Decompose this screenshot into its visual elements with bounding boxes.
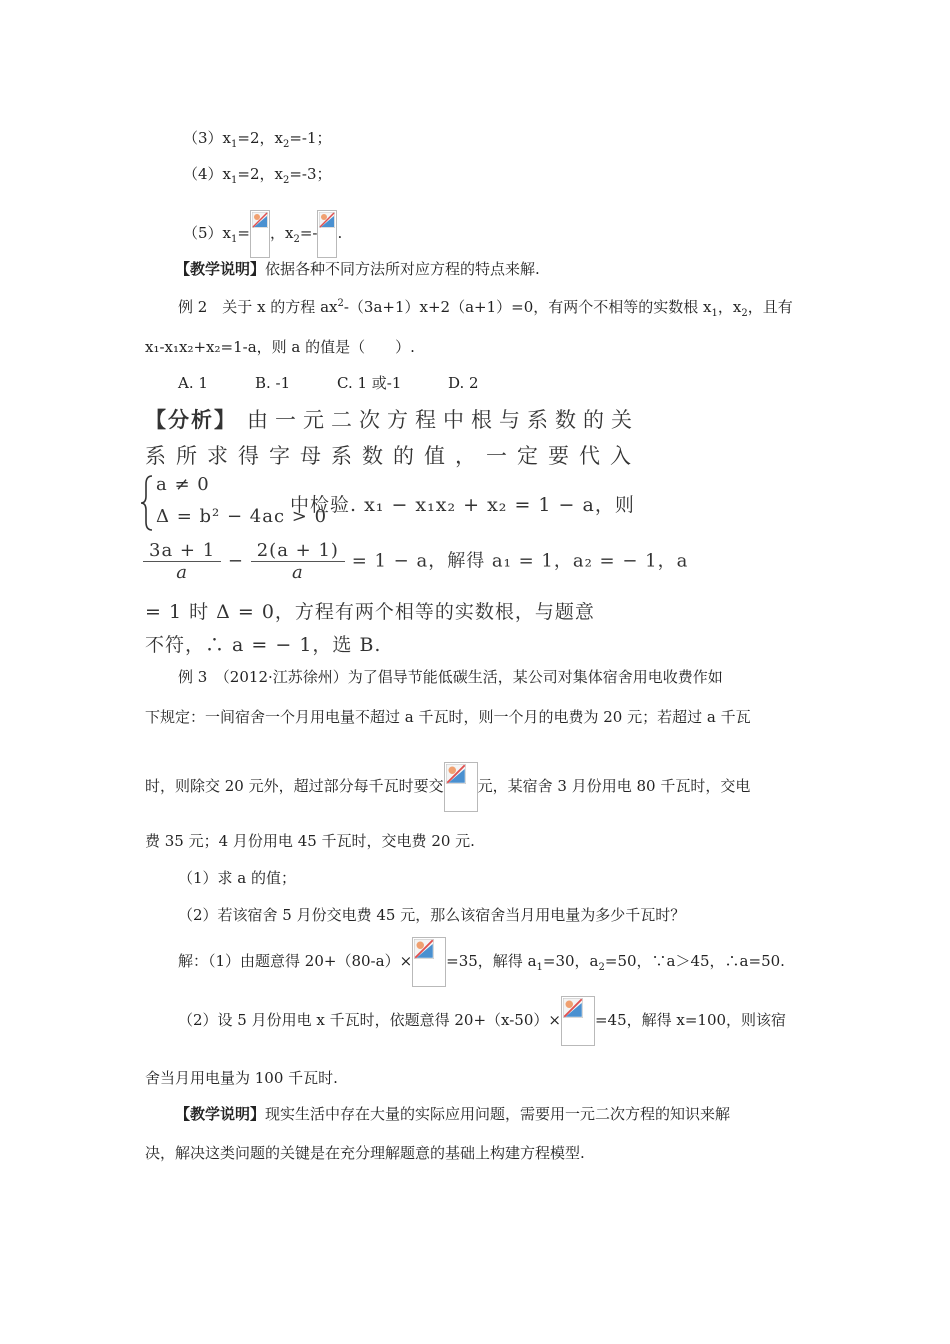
fraction-numerator: 3a + 1: [143, 540, 221, 562]
solution-1: [178, 937, 785, 987]
subscript: 1: [711, 308, 718, 319]
answer-4: [183, 163, 332, 185]
fraction-numerator: 2(a + 1): [251, 540, 345, 562]
subscript: 1: [231, 139, 238, 150]
example-3-line-1: 例 3 （2012·江苏徐州）为了倡导节能低碳生活，某公司对集体宿舍用电收费作如: [178, 668, 723, 686]
example-3-line-2: 下规定：一间宿舍一个月用电量不超过 a 千瓦时，则一个月的电费为 20 元；若超过 a 千瓦: [145, 708, 751, 726]
question-1: （1）求 a 的值；: [178, 869, 297, 887]
subscript: 1: [231, 175, 238, 186]
solution-2: [178, 996, 786, 1046]
fraction-1: [143, 540, 221, 583]
analysis-line-2: [145, 440, 641, 470]
analysis-text: = 1 − a，解得 a₁ = 1，a₂ = − 1，a: [351, 550, 689, 572]
analysis-line-1: [145, 404, 639, 434]
example-text: ，且有: [747, 298, 793, 316]
answer-text: =-3；: [289, 165, 332, 183]
solution-text: =45，解得 x=100，则该宿: [594, 1011, 787, 1029]
solution-text: =50，∵a＞45，∴a=50.: [604, 952, 785, 970]
analysis-line-6: 不符，∴ a = − 1，选 B.: [145, 634, 382, 656]
option-a: A. 1: [178, 374, 208, 392]
note-tag: 【教学说明】: [175, 1105, 266, 1123]
solution-text: （2）设 5 月份用电 x 千瓦时，依题意得 20+（x-50）×: [178, 1011, 561, 1029]
solution-text: =30，a: [542, 952, 599, 970]
example-text: 时，则除交 20 元外，超过部分每千瓦时要交: [145, 777, 444, 795]
solution-text: =35，解得 a: [446, 952, 537, 970]
broken-image-icon: [444, 762, 478, 812]
superscript: 2: [337, 298, 344, 309]
teaching-note-2-line-1: [175, 1103, 730, 1125]
fraction-2: [251, 540, 345, 583]
note-text: 依据各种不同方法所对应方程的特点来解.: [265, 260, 540, 278]
example-text: -（3a+1）x+2（a+1）=0，有两个不相等的实数根 x: [343, 298, 712, 316]
subscript: 2: [598, 962, 605, 973]
note-tag: 【教学说明】: [175, 260, 266, 278]
subscript: 2: [282, 139, 290, 150]
broken-image-icon: [250, 210, 270, 258]
note-text: 现实生活中存在大量的实际应用问题，需要用一元二次方程的知识来解: [265, 1105, 731, 1123]
example-text: ，x: [717, 298, 742, 316]
answer-text: =: [237, 224, 250, 242]
analysis-line-4: [143, 540, 688, 583]
broken-image-icon: [561, 996, 595, 1046]
example-2-line-2: x₁-x₁x₂+x₂=1-a，则 a 的值是（ ）.: [145, 338, 415, 356]
subscript: 1: [536, 962, 543, 973]
example-3-line-4: 费 35 元；4 月份用电 45 千瓦时，交电费 20 元.: [145, 832, 475, 850]
option-d: D. 2: [448, 374, 479, 392]
brace-condition-1: a ≠ 0: [156, 474, 210, 495]
solution-2-cont: 舍当月用电量为 100 千瓦时.: [145, 1069, 338, 1087]
minus-sign: −: [227, 550, 244, 572]
analysis-line-5: = 1 时 Δ = 0，方程有两个相等的实数根，与题意: [145, 601, 595, 623]
example-3-line-3: [145, 762, 750, 812]
fraction-denominator: a: [176, 562, 188, 583]
analysis-line-3: 中检验. x₁ − x₁x₂ + x₂ = 1 − a，则: [290, 494, 635, 516]
left-brace: [140, 474, 154, 532]
option-c: C. 1 或-1: [337, 374, 402, 392]
teaching-note-1: [175, 258, 540, 280]
subscript: 2: [293, 234, 300, 245]
answer-text: （4）x: [183, 165, 232, 183]
fraction-denominator: a: [291, 562, 304, 583]
answer-text: （3）x: [183, 129, 232, 147]
answer-5: [183, 210, 342, 258]
option-b: B. -1: [255, 374, 291, 392]
example-text: 元，某宿舍 3 月份用电 80 千瓦时，交电: [477, 777, 751, 795]
brace-condition-2: Δ = b² − 4ac > 0: [156, 506, 328, 527]
subscript: 1: [231, 234, 238, 245]
subscript: 2: [741, 308, 748, 319]
answer-text: =2，x: [237, 165, 283, 183]
analysis-text: 由一元二次方程中根与系数的关: [247, 408, 639, 432]
subscript: 2: [282, 175, 290, 186]
solution-text: 解：（1）由题意得 20+（80-a）×: [178, 952, 413, 970]
answer-text: （5）x: [183, 224, 232, 242]
answer-text: =-1；: [289, 129, 332, 147]
analysis-text: 系所求得字母系数的值，一定要代入: [145, 444, 641, 468]
answer-text: =2，x: [237, 129, 283, 147]
answer-text: .: [337, 224, 343, 242]
analysis-tag: 【分析】: [145, 407, 237, 432]
answer-text: =-: [299, 224, 318, 242]
teaching-note-2-line-2: 决，解决这类问题的关键是在充分理解题意的基础上构建方程模型.: [145, 1144, 585, 1162]
example-2-line-1: [178, 296, 793, 318]
broken-image-icon: [317, 210, 337, 258]
answer-text: ，x: [269, 224, 294, 242]
broken-image-icon: [412, 937, 446, 987]
example-text: 例 2 关于 x 的方程 ax: [178, 298, 338, 316]
question-2: （2）若该宿舍 5 月份交电费 45 元，那么该宿舍当月用电量为多少千瓦时？: [178, 906, 686, 924]
answer-3: [183, 127, 332, 149]
